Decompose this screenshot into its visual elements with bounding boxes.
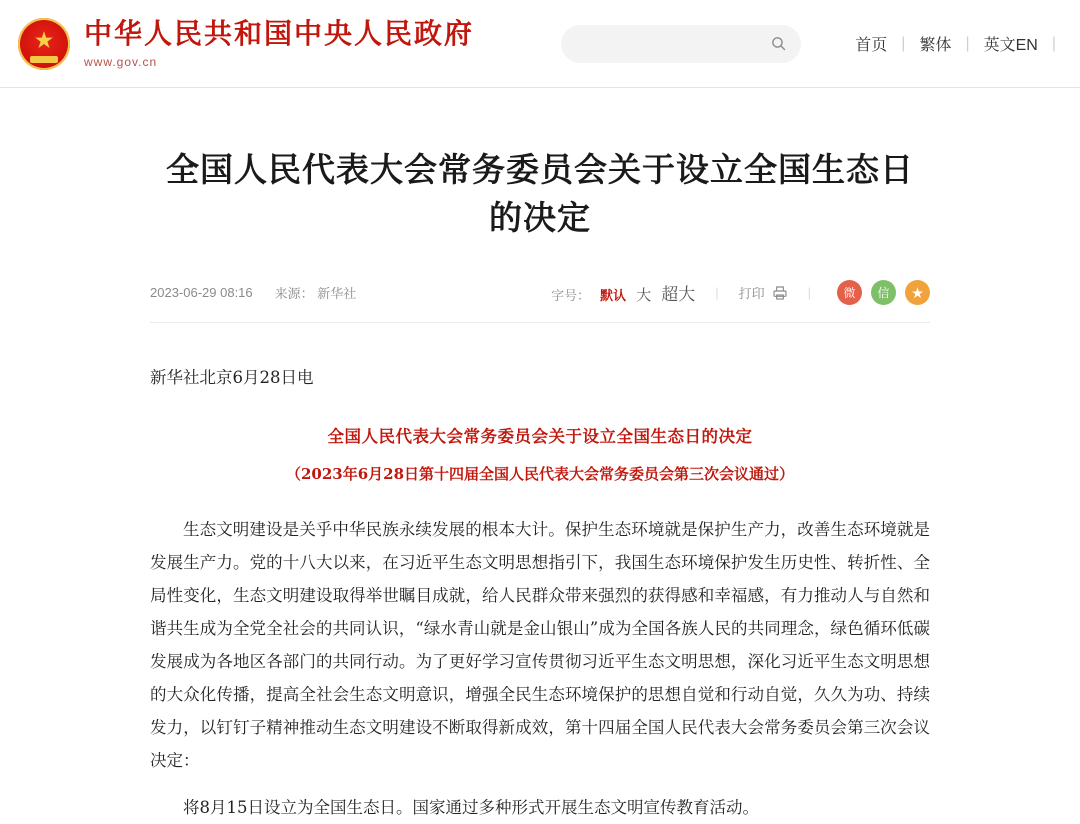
nav-link-traditional[interactable]: 繁体 — [919, 37, 952, 54]
emblem-gear-icon — [30, 56, 58, 63]
article-body — [150, 361, 930, 824]
nav-separator-2: | — [965, 34, 970, 52]
document-title: 全国人民代表大会常务委员会关于设立全国生态日的决定 — [327, 426, 753, 446]
source-name: 新华社 — [317, 286, 357, 302]
share-group — [837, 280, 930, 305]
print-button[interactable] — [739, 283, 788, 302]
search-box[interactable] — [561, 25, 801, 63]
fontsize-option-xlarge[interactable]: 超大 — [661, 285, 696, 305]
brand-text — [84, 18, 474, 68]
national-emblem-icon — [18, 18, 70, 70]
article-dateline: 新华社北京6月28日电 — [150, 367, 314, 387]
emblem-star-icon: ★ — [34, 30, 54, 52]
meta-divider-2: | — [807, 285, 811, 301]
nav-link-english[interactable]: 英文EN — [983, 37, 1038, 54]
site-brand[interactable] — [18, 18, 474, 70]
brand-title: 中华人民共和国中央人民政府 — [84, 17, 475, 51]
nav-link-home[interactable]: 首页 — [855, 37, 888, 54]
article-page — [0, 146, 1080, 824]
meta-right — [551, 280, 930, 305]
fontsize-option-default[interactable]: 默认 — [600, 288, 627, 304]
article-paragraph: 生态文明建设是关乎中华民族永续发展的根本大计。保护生态环境就是保护生产力，改善生态环境就是发展生产力。党的十八大以来，在习近平生态文明思想指引下，我国生态环境保护发生历史性、转折性、全局性变化，生态文明建设取得举世瞩目成就，给人民群众带来强烈的获得感和幸福感，有力推动人与自然和谐共生成为全党全社会的共同认识，“绿水青山就是金山银山”成为全国各族人民的共同理念，绿色循环低碳发展成为各地区各部门的共同行动。为了更好学习宣传贯彻习近平生态文明思想，深化习近平生态文明思想的大众化传播，提高全社会生态文明意识，增强全民生态环境保护的思想自觉和行动自觉，久久为功、持续发力，以钉钉子精神推动生态文明建设不断取得新成效，第十四届全国人民代表大会常务委员会第三次会议决定： — [150, 519, 930, 770]
wechat-icon[interactable]: 信 — [871, 280, 896, 305]
print-label: 打印 — [738, 286, 765, 302]
favorite-icon[interactable]: ★ — [905, 280, 930, 305]
meta-left — [150, 283, 356, 302]
source-label: 来源： — [274, 286, 314, 302]
nav-separator-3: | — [1051, 34, 1056, 52]
source-group — [275, 283, 357, 302]
weibo-icon[interactable]: 微 — [837, 280, 862, 305]
meta-divider-1: | — [715, 285, 719, 301]
article-paragraph: 将8月15日设立为全国生态日。国家通过多种形式开展生态文明宣传教育活动。 — [183, 797, 759, 817]
header-nav-links — [841, 32, 1056, 55]
brand-url: www.gov.cn — [84, 54, 158, 69]
meta-divider-rule — [150, 322, 930, 323]
fontsize-label: 字号： — [551, 288, 591, 304]
document-subtitle: （2023年6月28日第十四届全国人民代表大会常务委员会第三次会议通过） — [285, 464, 795, 483]
fontsize-option-large[interactable]: 大 — [636, 287, 652, 305]
nav-separator-1: | — [901, 34, 906, 52]
publish-date: 2023-06-29 08:16 — [150, 285, 253, 301]
article-meta-bar — [150, 280, 930, 306]
page-title: 全国人民代表大会常务委员会关于设立全国生态日的决定 — [166, 150, 914, 237]
site-header — [0, 0, 1080, 88]
printer-icon[interactable] — [772, 285, 788, 301]
fontsize-control — [551, 280, 695, 305]
search-input[interactable] — [575, 35, 770, 52]
search-icon[interactable] — [770, 35, 787, 52]
